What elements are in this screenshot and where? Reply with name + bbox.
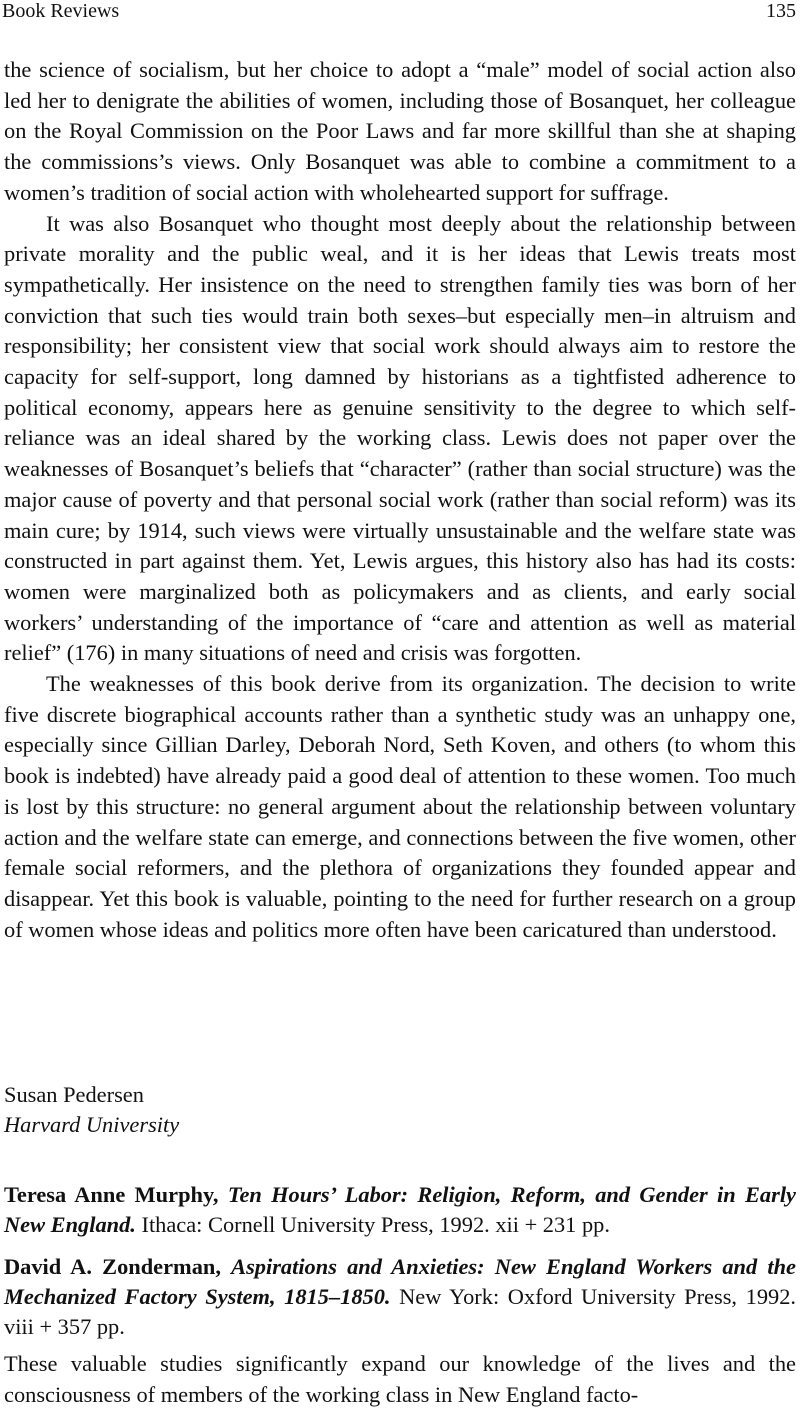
book-author: Teresa Anne Murphy, — [4, 1182, 219, 1207]
review-opening-text: These valuable studies significantly expand our knowledge of the lives and the consciousness of members of the working class in New England facto- — [4, 1351, 796, 1407]
paragraph-continued: the science of socialism, but her choice to adopt a “male” model of social action also led her to denigrate the abilities of women, including those of Bosanquet, her colleague on the Royal Commission on the Poor Laws and far more skillful than she at shaping the commissions’s views. Only Bosanquet was able to combine a commitment to a women’s tradition of social action with wholehearted support for suffrage. — [4, 57, 796, 205]
reviewer-signature — [4, 1080, 796, 1140]
reviewer-name: Susan Pedersen — [4, 1082, 144, 1107]
running-title: Book Reviews — [2, 0, 120, 22]
book-publication: Ithaca: Cornell University Press, 1992. xii + 231 pp. — [141, 1212, 610, 1237]
paragraph-weaknesses: The weaknesses of this book derive from its organization. The decision to write five discrete biographical accounts rather than a synthetic study was an unhappy one, especially since Gillian Darley, Deborah Nord, Seth Koven, and others (to whom this book is indebted) have already paid a good deal of attention to these women. Too much is lost by this structure: no general argument about the relationship between voluntary action and the welfare state can emerge, and connections between the five women, other female social reformers, and the plethora of organizations they founded appear and disappear. Yet this book is valuable, pointing to the need for further research on a group of women whose ideas and politics more often have been caricatured than understood. — [4, 671, 796, 942]
book-title: Aspirations and Anxieties: New England Workers and the Mechanized Factory System, 1815–1850. — [4, 1254, 796, 1309]
book-citation — [4, 1252, 796, 1342]
book-publication: New York: Oxford University Press, 1992. viii + 357 pp. — [4, 1284, 796, 1339]
book-citation — [4, 1180, 796, 1240]
review-body — [4, 55, 796, 945]
paragraph-bosanquet: It was also Bosanquet who thought most deeply about the relationship between private morality and the public weal, and it is her ideas that Lewis treats most sympathetically. Her insistence on the need to strengthen family ties was born of her conviction that such ties would train both sexes–but especially men–in altruism and responsibility; her consistent view that social work should always aim to restore the capacity for self-support, long damned by historians as a tightfisted adherence to political economy, appears here as genuine sensitivity to the degree to which self-reliance was an ideal shared by the working class. Lewis does not paper over the weaknesses of Bosanquet’s beliefs that “character” (rather than social structure) was the major cause of poverty and that personal social work (rather than social reform) was its main cure; by 1914, such views were virtually unsustainable and the welfare state was constructed in part against them. Yet, Lewis argues, this history also has had its costs: women were marginalized both as policymakers and as clients, and early social workers’ understanding of the importance of “care and attention as well as material relief” (176) in many situations of need and crisis was forgotten. — [4, 210, 796, 666]
book-author: David A. Zonderman, — [4, 1254, 221, 1279]
running-header — [0, 0, 800, 26]
page-number: 135 — [766, 0, 796, 22]
book-title: Ten Hours’ Labor: Religion, Reform, and Gender in Early New England. — [4, 1182, 796, 1237]
reviewer-affiliation: Harvard University — [4, 1112, 180, 1137]
